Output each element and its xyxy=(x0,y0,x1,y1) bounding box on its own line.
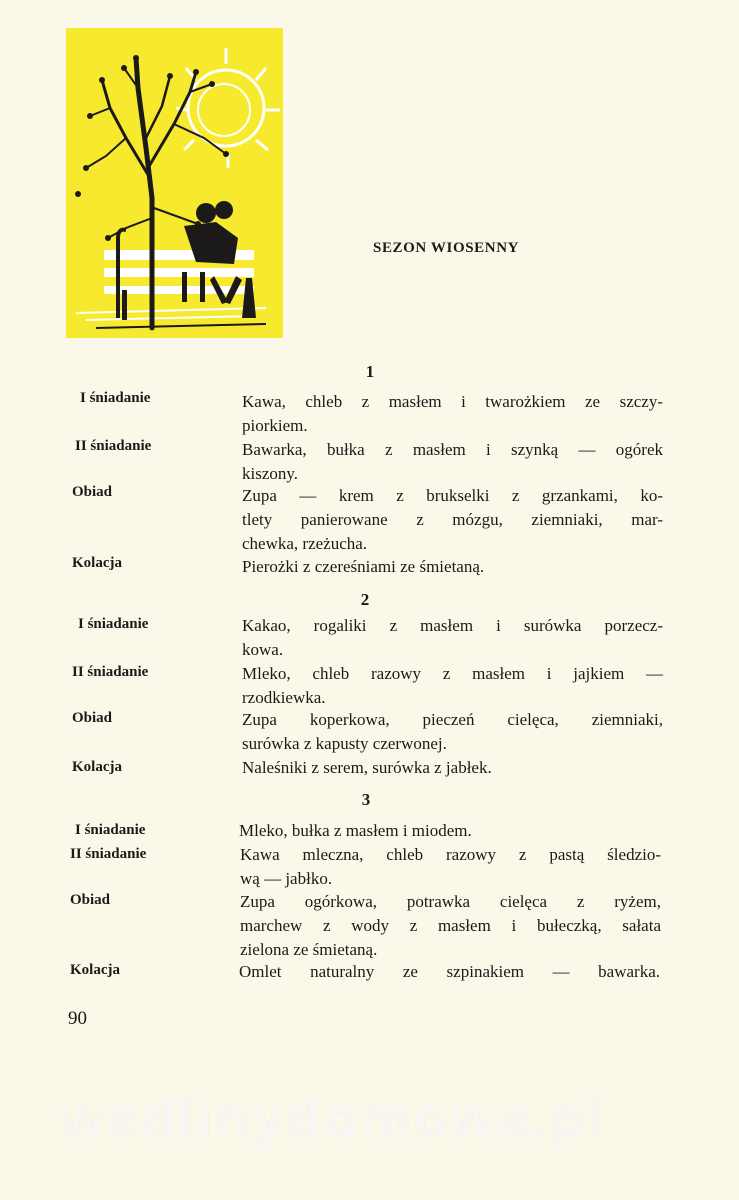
spring-park-illustration xyxy=(66,28,283,338)
meal-text-line: Mleko, chleb razowy z masłem i jajkiem — xyxy=(242,664,663,683)
meal-text-line: Kakao, rogaliki z masłem i surówka porzecz- xyxy=(242,616,663,635)
meal-text-line: Bawarka, bułka z masłem i szynką — ogórek xyxy=(242,440,663,459)
meal-text-line: surówka z kapusty czerwonej. xyxy=(242,734,447,753)
meal-text-line: Pierożki z czereśniami ze śmietaną. xyxy=(242,557,485,576)
meal-text-line: Mleko, bułka z masłem i miodem. xyxy=(239,821,472,840)
watermark: wedlinydomowe.pl xyxy=(60,1086,606,1149)
meal-label: I śniadanie xyxy=(80,390,151,406)
meal-text-line: Zupa koperkowa, pieczeń cielęca, ziemniaki, xyxy=(242,710,663,729)
meal-label: I śniadanie xyxy=(78,616,149,632)
day-number: 1 xyxy=(365,362,375,381)
meal-label: Obiad xyxy=(72,710,113,726)
meal-text-line: kowa. xyxy=(242,640,284,659)
meal-text-line: tlety panierowane z mózgu, ziemniaki, mar- xyxy=(242,510,663,529)
meal-text-line: marchew z wody z masłem i bułeczką, sałata xyxy=(240,916,661,935)
meal-label: Kolacja xyxy=(70,962,120,978)
meal-text xyxy=(240,843,661,891)
meal-label: II śniadanie xyxy=(70,846,147,862)
meal-text-line: wą — jabłko. xyxy=(240,869,333,888)
meal-text-line: chewka, rzeżucha. xyxy=(242,534,368,553)
meal-text-line: Naleśniki z serem, surówka z jabłek. xyxy=(242,758,492,777)
meal-text-line: Zupa ogórkowa, potrawka cielęca z ryżem, xyxy=(240,892,661,911)
meal-label: I śniadanie xyxy=(75,822,146,838)
meal-text xyxy=(242,708,663,756)
meal-text-line: zielona ze śmietaną. xyxy=(240,940,378,959)
meal-text-line: rzodkiewka. xyxy=(242,688,326,707)
meal-label: Obiad xyxy=(72,484,113,500)
meal-text-line: Omlet naturalny ze szpinakiem — bawarka. xyxy=(239,962,660,981)
meal-text xyxy=(239,819,660,843)
meal-text xyxy=(242,756,663,780)
meal-text xyxy=(242,662,663,710)
meal-text-line: Kawa, chleb z masłem i twarożkiem ze szczy- xyxy=(242,392,663,411)
meal-label: II śniadanie xyxy=(72,664,149,680)
day-number: 3 xyxy=(361,790,371,809)
meal-text xyxy=(242,438,663,486)
sun-icon xyxy=(176,48,280,168)
meal-text-line: piorkiem. xyxy=(242,416,308,435)
page-title: SEZON WIOSENNY xyxy=(373,240,520,256)
meal-label: Obiad xyxy=(70,892,111,908)
meal-label: Kolacja xyxy=(72,555,122,571)
meal-label: Kolacja xyxy=(72,759,122,775)
page-number: 90 xyxy=(68,1008,87,1029)
meal-text xyxy=(242,555,663,579)
meal-text-line: Kawa mleczna, chleb razowy z pastą śledzio- xyxy=(240,845,661,864)
meal-text xyxy=(239,960,660,984)
meal-text xyxy=(242,390,663,438)
meal-text xyxy=(242,484,663,556)
meal-text-line: kiszony. xyxy=(242,464,299,483)
day-number: 2 xyxy=(360,590,370,609)
meal-label: II śniadanie xyxy=(75,438,152,454)
meal-text xyxy=(240,890,661,962)
meal-text-line: Zupa — krem z brukselki z grzankami, ko- xyxy=(242,486,663,505)
meal-text xyxy=(242,614,663,662)
